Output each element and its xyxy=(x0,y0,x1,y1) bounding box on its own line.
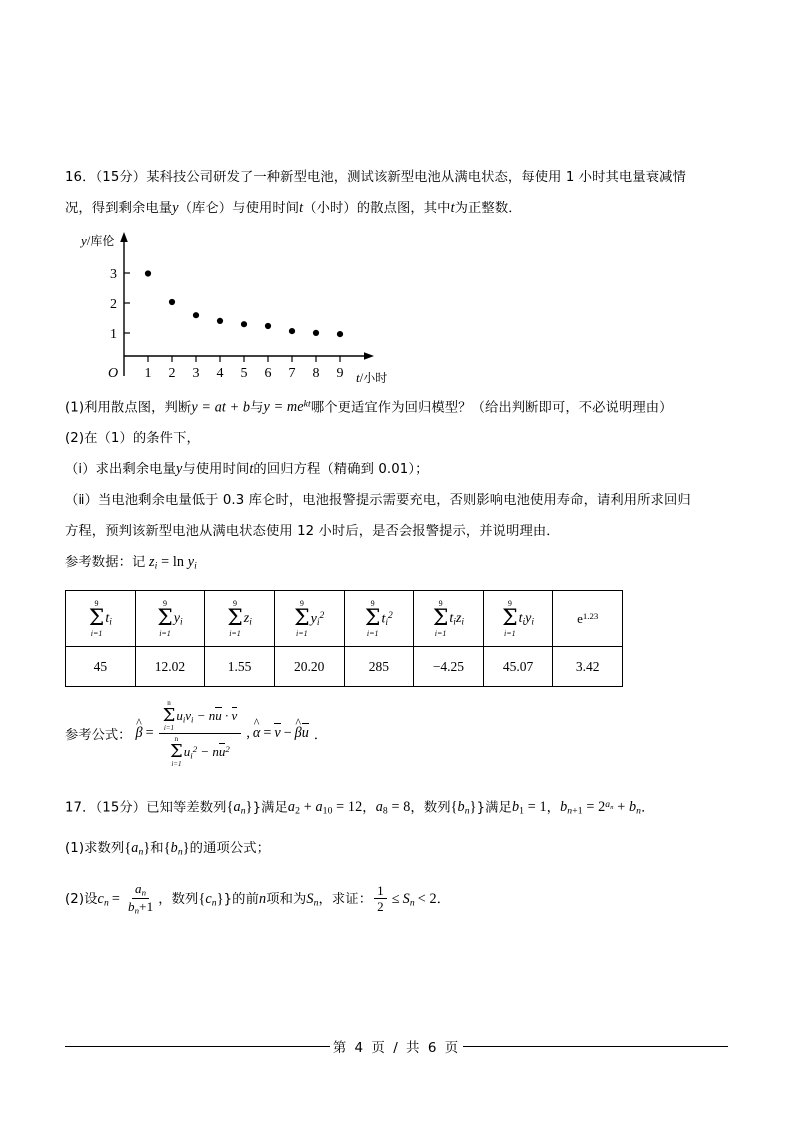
summation-symbol xyxy=(157,599,173,639)
x-tick-labels xyxy=(145,366,344,381)
x-tick-label: 9 xyxy=(336,366,344,381)
beta-hat-2: β ^ xyxy=(295,725,302,742)
scatter-plot-svg xyxy=(73,228,403,388)
table-cell-value: 45 xyxy=(66,647,136,687)
sum-upper-limit: 9 xyxy=(438,598,443,608)
problem-17-q1 xyxy=(65,833,730,868)
sum-upper-limit: 9 xyxy=(299,598,304,608)
sum-term: $t_iz_i$ xyxy=(449,611,465,628)
table-cell-value: 20.20 xyxy=(274,647,344,687)
problem-16-marks: （15分） xyxy=(95,170,147,185)
footer-rule-right xyxy=(463,1046,728,1047)
data-point xyxy=(289,328,295,334)
sum-lower-limit: i=1 xyxy=(90,628,103,638)
reference-formula-row xyxy=(65,699,730,768)
q2i-c: 的回归方程（精确到 0.01）； xyxy=(253,462,429,478)
sum-term: $z_i$ xyxy=(243,611,252,628)
u-bar: u xyxy=(301,725,309,742)
sum-lower-limit: i=1 xyxy=(296,628,308,638)
x-tick-label: 6 xyxy=(264,366,272,381)
minus-sign: − xyxy=(283,725,292,742)
seq-c-ref: $\{c_n\}$ xyxy=(198,890,224,909)
numerator-expression: $u_iv_i$ − nu · v xyxy=(176,708,238,725)
e-exponent: 1.23 xyxy=(582,610,599,621)
sum-upper-limit: 9 xyxy=(507,598,512,608)
problem-17-stem: 17．（15分）已知等差数列$\{a_n\}$}满足$a_2 + a_{10} = 12$，$a_8 = 8$，数列$\{b_n\}$}满足$b_1 = 1$，$b_{n+1} = 2^{a_n} + b_n$． xyxy=(65,799,655,818)
var-y: y xyxy=(172,200,179,216)
formula-period: ． xyxy=(313,728,328,744)
y-axis-ticks xyxy=(124,273,130,333)
table-cell-value: 1.55 xyxy=(205,647,275,687)
sigma-glyph: Σ xyxy=(88,605,105,631)
p17-q1-a: (1)求数列 xyxy=(65,841,125,857)
data-point xyxy=(217,318,223,324)
q2i-var-t: t xyxy=(249,461,254,478)
S-n-symbol-2: $S_n$ xyxy=(402,890,415,909)
summation-symbol xyxy=(227,599,243,639)
table-cell-value: −4.25 xyxy=(414,647,484,687)
data-point xyxy=(145,270,151,276)
data-point xyxy=(193,312,199,318)
q2i-var-y: y xyxy=(175,461,183,478)
q1-mid: 与 xyxy=(250,400,264,416)
problem-17-q2 xyxy=(65,882,730,921)
footer-rule-left xyxy=(65,1046,330,1047)
sum-upper-limit: 9 xyxy=(370,598,375,608)
equals-sign: = xyxy=(145,725,154,742)
beta-hat: β ^ xyxy=(135,725,142,742)
c-n-variable: c xyxy=(97,890,104,907)
q1-suffix: 哪个更适宜作为回归模型？（给出判断即可，不必说明理由） xyxy=(310,400,673,416)
summation-symbol xyxy=(433,599,449,639)
fraction-denominator xyxy=(166,734,234,768)
y-axis-arrow xyxy=(120,232,128,242)
problem-17-stem-b: }满足 xyxy=(252,800,288,816)
sum-upper-limit: n xyxy=(174,735,179,744)
table-header-cell-sum-z xyxy=(205,591,275,647)
summation-symbol xyxy=(365,599,381,639)
data-point xyxy=(169,299,175,305)
problem-17-number: 17 xyxy=(65,800,83,816)
sum-upper-limit: 9 xyxy=(233,598,237,608)
table-cell-value: 45.07 xyxy=(483,647,553,687)
p17-q2-b: ，数列 xyxy=(158,891,199,907)
table-header-cell-sum-t xyxy=(66,591,136,647)
e-power-expression xyxy=(577,611,598,626)
one-half-fraction xyxy=(374,883,387,914)
x-tick-label: 4 xyxy=(216,366,224,381)
half-numerator: 1 xyxy=(374,883,387,899)
condition-1: $a_2 + a_{10} = 12$ xyxy=(287,799,363,818)
table-header-cell-e-power xyxy=(553,591,623,647)
sum-upper-limit: 9 xyxy=(163,598,167,608)
q2ii-line1: （ⅱ）当电池剩余电量低于 0.3 库仑时，电池报警提示需要充电，否则影响电池使用寿命，请利用所求回归 xyxy=(65,493,691,509)
sigma-glyph: Σ xyxy=(157,605,173,631)
table-header-cell-sum-y-squared xyxy=(274,591,344,647)
half-denominator: 2 xyxy=(377,899,384,915)
problem-16-q1 xyxy=(65,390,730,423)
p17-q2-f: ，求证： xyxy=(318,891,373,907)
c-n-fraction xyxy=(125,881,156,915)
reference-data-expression: $z_i = \ln y_i$ xyxy=(149,554,197,573)
table-cell-value: 3.42 xyxy=(553,647,623,687)
problem-17-stem-d: }满足 xyxy=(476,800,512,816)
summation-symbol xyxy=(163,699,176,732)
x-tick-label: 7 xyxy=(288,366,296,381)
y-tick-labels xyxy=(110,267,117,342)
table-cell-value: 12.02 xyxy=(135,647,205,687)
x-axis-ticks xyxy=(148,356,340,362)
problem-16-stem-line2b: （库仑）与使用时间 xyxy=(178,201,300,216)
summation-symbol xyxy=(502,599,518,639)
reference-formula-label: 参考公式： xyxy=(65,728,132,744)
fraction-numerator xyxy=(159,699,242,734)
sequence-b-braces: $\{b_n\}$ xyxy=(450,799,477,818)
q2ii-line2: 方程，预判该新型电池从满电状态使用 12 小时后，是否会报警提示，并说明理由． xyxy=(65,524,560,540)
scatter-plot-chart xyxy=(73,228,403,388)
q2-label: (2)在（1）的条件下， xyxy=(65,431,200,447)
lt-two: < 2 xyxy=(417,890,437,907)
c-n-subscript: n xyxy=(103,897,109,909)
sigma-glyph: Σ xyxy=(364,605,381,631)
data-point xyxy=(241,321,247,327)
p17-q2-n: n xyxy=(258,890,267,907)
problem-16-stem: 16．（15分）某科技公司研发了一种新型电池，测试该新型电池从满电状态，每使用 1 小时其电量衰减情 况，得到剩余电量y（库仑）与使用时间t（小时）的散点图，其中t为正整数． xyxy=(65,170,686,216)
condition-2: $a_8 = 8$ xyxy=(375,799,411,818)
c-fraction-denominator: $b_n+1$ xyxy=(127,899,154,916)
sum-term: $y_i$ xyxy=(173,611,183,628)
sum-lower-limit: i=1 xyxy=(504,628,516,638)
problem-17-stem-c: 数列 xyxy=(423,800,451,816)
sum-lower-limit: i=1 xyxy=(159,628,171,638)
p17-q1-b: 和 xyxy=(150,841,164,857)
footer-page-text: 第 4 页 / 共 6 页 xyxy=(332,1040,461,1056)
table-data-row xyxy=(66,647,623,687)
page-content xyxy=(65,162,730,921)
p17-q1-c: 的通项公式； xyxy=(189,841,271,857)
p17-q2-e: 项和为 xyxy=(266,891,307,907)
e-base: e xyxy=(577,610,583,626)
data-points xyxy=(145,270,343,337)
p17-q2-d: }的前 xyxy=(223,891,259,907)
p17-q2-equals: = xyxy=(111,890,120,907)
sum-term: $t_i$ xyxy=(105,611,112,628)
problem-17-marks: （15分） xyxy=(95,800,147,816)
origin-label: O xyxy=(107,366,119,381)
x-axis-arrow xyxy=(364,352,374,360)
var-t: t xyxy=(299,200,304,216)
sum-term: $t_i^2$ xyxy=(381,611,393,629)
sum-lower-limit: i=1 xyxy=(434,628,447,638)
p17-q2-a: (2)设 xyxy=(65,891,98,907)
alpha-hat: α ^ xyxy=(253,725,260,742)
data-point xyxy=(337,331,343,337)
sum-upper-limit: 9 xyxy=(94,598,99,608)
table-header-cell-sum-t-squared xyxy=(344,591,414,647)
x-tick-label: 3 xyxy=(192,366,200,381)
beta-fraction xyxy=(159,699,242,768)
x-tick-label: 2 xyxy=(168,366,176,381)
equals-sign-2: = xyxy=(263,725,272,742)
page-footer xyxy=(0,1036,793,1056)
S-n-symbol: $S_n$ xyxy=(306,890,319,909)
problem-16-number: 16 xyxy=(65,170,83,185)
sequence-a-braces: $\{a_n\}$ xyxy=(226,799,253,818)
q1-model-linear: y = at + b xyxy=(191,399,251,416)
q2i-b: 与使用时间 xyxy=(182,462,250,478)
sum-lower-limit: i=1 xyxy=(163,724,175,733)
x-axis-title: t/小时 xyxy=(356,370,388,385)
summation-symbol xyxy=(294,599,310,639)
y-tick-label: 1 xyxy=(110,327,117,342)
sum-term: $y_i^2$ xyxy=(310,611,325,629)
table-header-cell-sum-ty xyxy=(483,591,553,647)
condition-3: $b_1 = 1$ xyxy=(511,799,547,818)
table-header-cell-sum-y xyxy=(135,591,205,647)
denominator-expression: $u_i^2 - nu^2$ xyxy=(183,744,230,761)
y-axis-title: y/库伦 xyxy=(81,233,115,248)
sum-term: $t_iy_i$ xyxy=(518,611,535,628)
problem-16-stem-line2d: 为正整数． xyxy=(454,201,522,216)
c-fraction-numerator: $a_n$ xyxy=(132,881,149,899)
sigma-glyph: Σ xyxy=(502,605,518,631)
problem-17-stem-a: 已知等差数列 xyxy=(146,800,227,816)
sigma-glyph: Σ xyxy=(170,741,183,763)
sum-upper-limit: n xyxy=(167,699,171,708)
data-point xyxy=(265,323,271,329)
sum-lower-limit: i=1 xyxy=(366,628,379,638)
p17-q2-period: ． xyxy=(436,891,451,907)
x-tick-label: 1 xyxy=(144,366,152,381)
summation-symbol xyxy=(89,599,105,639)
sigma-glyph: Σ xyxy=(294,605,310,631)
q1-prefix: (1)利用散点图，判断 xyxy=(65,400,192,416)
table-header-row xyxy=(66,591,623,647)
v-bar: v xyxy=(274,725,281,742)
sum-lower-limit: i=1 xyxy=(229,628,241,638)
formula-separator: , xyxy=(246,725,250,742)
problem-16-stem-line1: 某科技公司研发了一种新型电池，测试该新型电池从满电状态，每使用 1 小时其电量衰减情 xyxy=(146,170,686,185)
problem-16-stem-line2a: 况，得到剩余电量 xyxy=(65,201,173,216)
problem-16-q2-label xyxy=(65,423,730,454)
reference-data-label: 参考数据：记 xyxy=(65,555,146,571)
reference-data-table xyxy=(65,590,623,687)
q2i-a: （ⅰ）求出剩余电量 xyxy=(65,462,176,478)
seq-b-ref: $\{b_n\}$ xyxy=(163,840,190,858)
sum-lower-limit: i=1 xyxy=(171,760,182,769)
problem-16-q2-i xyxy=(65,454,730,485)
problem-16-q2-ii xyxy=(65,485,730,547)
x-tick-label: 5 xyxy=(240,366,248,381)
table-header-cell-sum-tz xyxy=(414,591,484,647)
sigma-glyph: Σ xyxy=(432,605,449,631)
problem-16-stem-line2c: （小时）的散点图，其中 xyxy=(303,201,451,216)
y-tick-label: 2 xyxy=(110,297,117,312)
y-tick-label: 3 xyxy=(110,267,117,282)
table-cell-value: 285 xyxy=(344,647,414,687)
seq-a-ref: $\{a_n\}$ xyxy=(124,840,151,858)
le-sign: ≤ xyxy=(391,890,400,907)
var-t-2: t xyxy=(450,200,455,216)
data-point xyxy=(313,330,319,336)
condition-4: $b_{n+1} = 2^{a_n} + b_n$ xyxy=(560,799,642,818)
q1-model-exponential: $y = me^{kt}$ xyxy=(263,399,311,416)
sigma-glyph: Σ xyxy=(162,705,176,727)
summation-symbol xyxy=(170,735,183,768)
reference-data-line xyxy=(65,547,730,582)
x-tick-label: 8 xyxy=(312,366,320,381)
sigma-glyph: Σ xyxy=(227,605,243,631)
